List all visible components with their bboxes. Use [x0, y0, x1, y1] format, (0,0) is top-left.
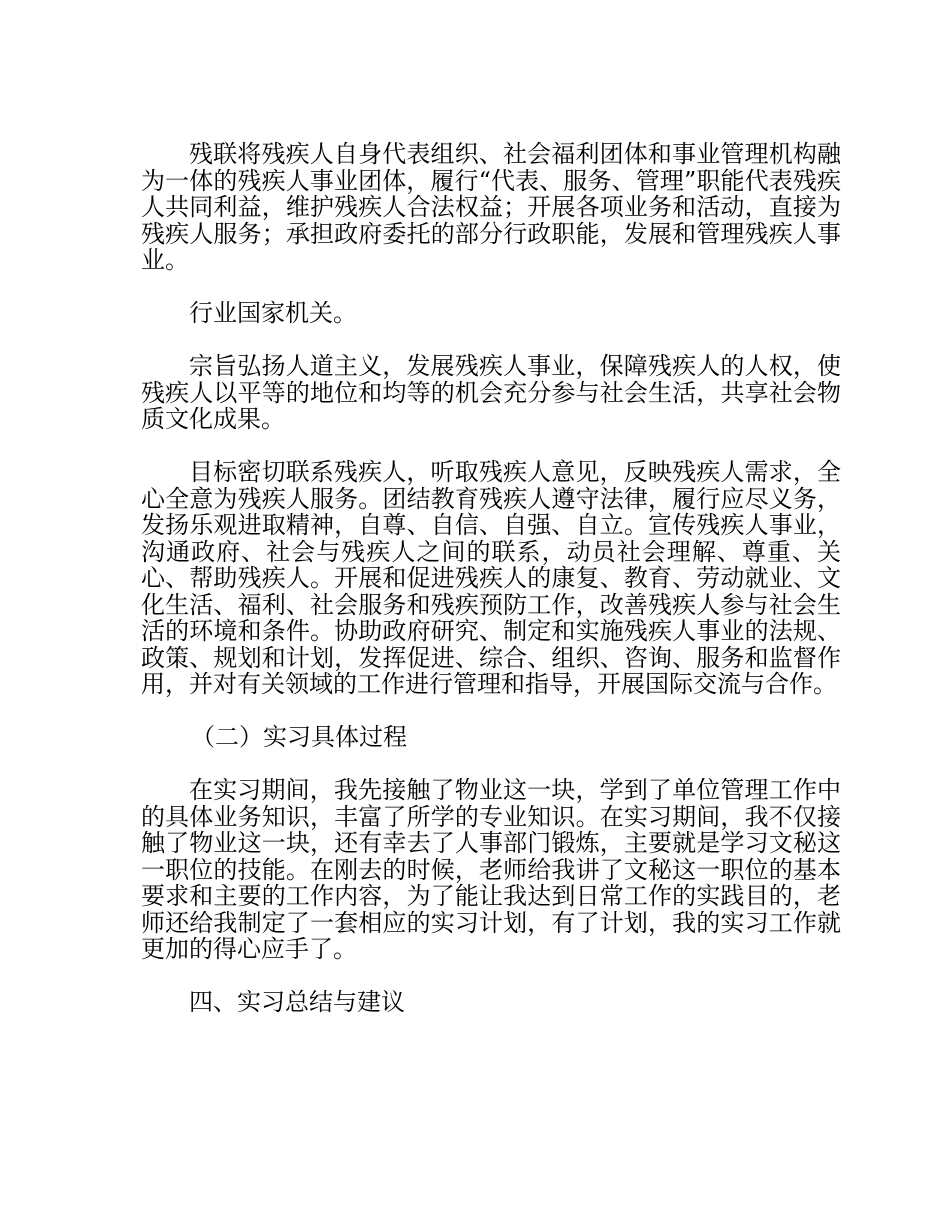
paragraph-purpose: 宗旨弘扬人道主义，发展残疾人事业，保障残疾人的人权，使残疾人以平等的地位和均等的机会充分参与社会生活，共享社会物质文化成果。 — [141, 352, 841, 433]
section-heading-summary: 四、实习总结与建议 — [189, 988, 405, 1016]
paragraph-goals: 目标密切联系残疾人，听取残疾人意见，反映残疾人需求，全心全意为残疾人服务。团结教育残疾人遵守法律，履行应尽义务，发扬乐观进取精神，自尊、自信、自强、自立。宣传残疾人事业，沟通政府、社会与残疾人之间的联系，动员社会理解、尊重、关心、帮助残疾人。开展和促进残疾人的康复、教育、劳动就业、文化生活、福利、社会服务和残疾预防工作，改善残疾人参与社会生活的环境和条件。协助政府研究、制定和实施残疾人事业的法规、政策、规划和计划，发挥促进、综合、组织、咨询、服务和监督作用，并对有关领域的工作进行管理和指导，开展国际交流与合作。 — [141, 458, 841, 698]
section-heading-internship-process: （二）实习具体过程 — [191, 723, 407, 751]
paragraph-organization-description: 残联将残疾人自身代表组织、社会福利团体和事业管理机构融为一体的残疾人事业团体，履行“代表、服务、管理”职能代表残疾人共同利益，维护残疾人合法权益；开展各项业务和活动，直接为残疾人服务；承担政府委托的部分行政职能，发展和管理残疾人事业。 — [141, 140, 841, 274]
document-body — [141, 141, 841, 1042]
paragraph-industry: 行业国家机关。 — [189, 299, 357, 327]
paragraph-internship-process: 在实习期间，我先接触了物业这一块，学到了单位管理工作中的具体业务知识，丰富了所学的专业知识。在实习期间，我不仅接触了物业这一块，还有幸去了人事部门锻炼，主要就是学习文秘这一职位的技能。在刚去的时候，老师给我讲了文秘这一职位的基本要求和主要的工作内容，为了能让我达到日常工作的实践目的，老师还给我制定了一套相应的实习计划，有了计划，我的实习工作就更加的得心应手了。 — [141, 776, 841, 963]
